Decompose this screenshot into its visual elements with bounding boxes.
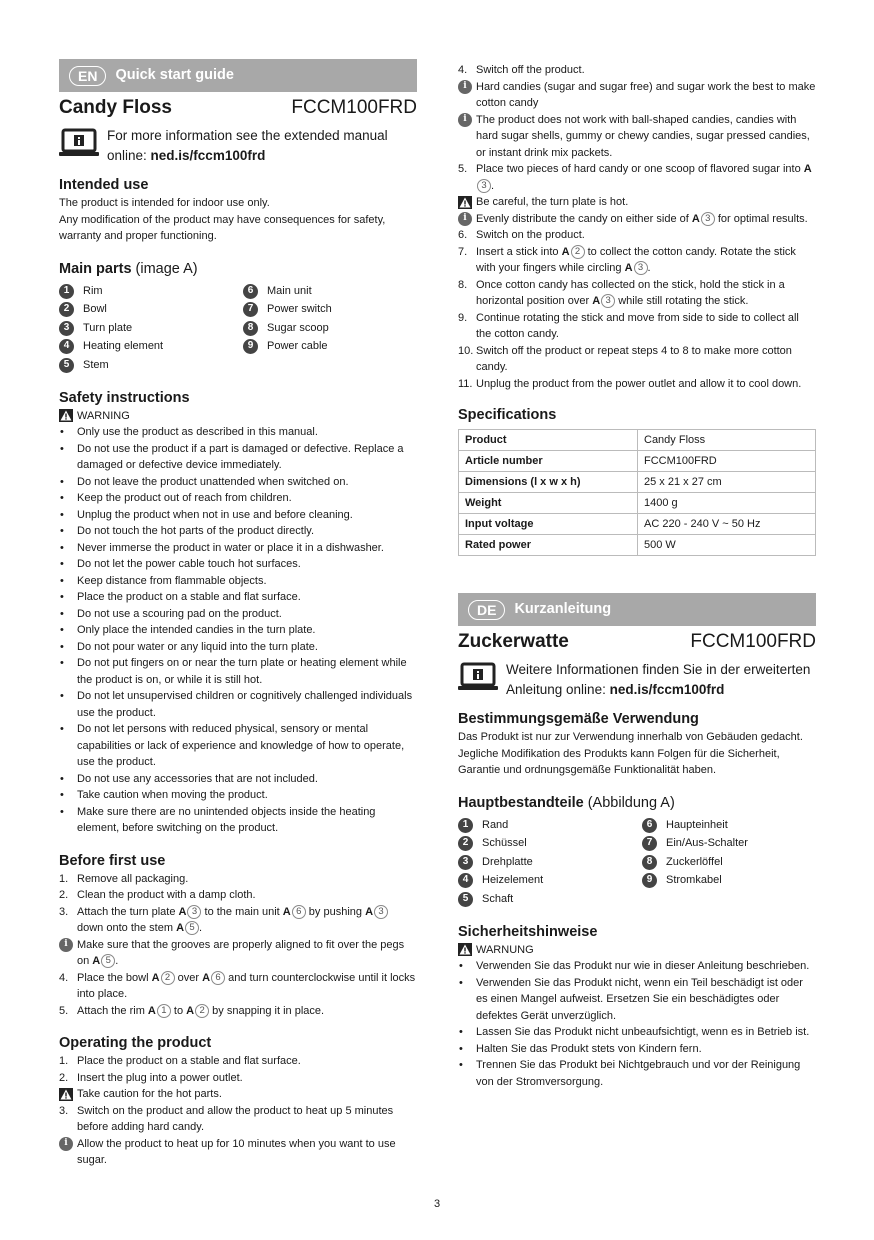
info-note: i Make sure that the grooves are properly aligned to fit over the pegs on A 5 .: [59, 937, 417, 970]
list-item: 5. Place two pieces of hard candy or one scoop of flavored sugar into A3 .: [458, 163, 812, 192]
info-icon: i: [59, 938, 73, 952]
de-manual-link[interactable]: ned.is/fccm100frd: [609, 682, 725, 697]
en-main-parts-heading: Main parts: [59, 260, 132, 277]
table-row: Article number FCCM100FRD: [459, 451, 816, 472]
part-number: 4: [59, 339, 74, 354]
en-banner-title: Quick start guide: [115, 67, 234, 84]
list-item: • Keep the product out of reach from children.: [59, 490, 417, 507]
callout-1: 1: [157, 1004, 171, 1018]
warning-note: Take caution for the hot parts.: [59, 1086, 417, 1103]
de-intended-use: Bestimmungsgemäße Verwendung Das Produkt ist nur zur Verwendung innerhalb von Gebäuden gedacht. Jegliche Modifikation des Produkts kann Folgen für die Sicherheit, Garantie und ordnungsgemäße Funktionalität haben.: [458, 710, 816, 779]
list-item: 7. Insert a stick into A 2 to collect the cotton candy. Rotate the stick with your fingers while circling A 3 .: [458, 245, 796, 274]
en-product-header: [59, 96, 417, 120]
en-safety-list: [59, 424, 417, 837]
en-manual-note: [59, 126, 417, 166]
de-product-header: [458, 630, 816, 654]
warning-text: WARNING: [77, 409, 130, 422]
list-item: 8. Once cotton candy has collected on the stick, hold the stick in a horizontal position over A 3 while still rotating the stick.: [458, 278, 785, 307]
callout-3: 3: [634, 261, 648, 275]
list-item: 3. Switch on the product and allow the product to heat up 5 minutes before adding hard candy.: [59, 1104, 394, 1133]
warning-icon: [458, 943, 472, 956]
callout-5: 5: [185, 921, 199, 935]
de-safety-heading: Sicherheitshinweise: [458, 923, 598, 940]
en-safety-heading: Safety instructions: [59, 389, 190, 406]
part-label: Main unit: [267, 284, 312, 297]
laptop-info-icon: [59, 128, 99, 158]
en-operating-heading: Operating the product: [59, 1035, 212, 1051]
list-item: • Halten Sie das Produkt stets von Kindern fern.: [458, 1041, 816, 1058]
list-item: • Do not use any accessories that are not included.: [59, 771, 417, 788]
de-banner: [458, 593, 816, 626]
callout-3: 3: [601, 294, 615, 308]
list-item: 11. Unplug the product from the power outlet and allow it to cool down.: [458, 377, 802, 390]
de-banner-title: Kurzanleitung: [514, 601, 612, 618]
list-item: • Keep distance from flammable objects.: [59, 573, 417, 590]
callout-6: 6: [292, 905, 306, 919]
part-label: Stem: [83, 358, 109, 371]
list-item: 3 Drehplatte: [458, 854, 642, 871]
callout-6: 6: [211, 971, 225, 985]
table-row: Rated power 500 W: [459, 535, 816, 556]
list-item: • Do not touch the hot parts of the product directly.: [59, 523, 417, 540]
list-item: 2. Insert the plug into a power outlet.: [59, 1071, 243, 1084]
table-row: Input voltage AC 220 - 240 V ~ 50 Hz: [459, 514, 816, 535]
callout-2: 2: [571, 245, 585, 259]
en-specifications: [458, 406, 816, 556]
de-language-badge: DE: [468, 600, 505, 620]
en-intended-use: [59, 176, 417, 245]
list-item: [59, 320, 243, 337]
list-item: • Do not let persons with reduced physical, sensory or mental capabilities or lack of experience and knowledge of how to operate, use the product.: [59, 721, 417, 771]
laptop-info-icon: [458, 662, 498, 692]
part-label: Bowl: [83, 303, 107, 316]
part-number: 2: [59, 302, 74, 317]
list-item: • Do not pour water or any liquid into the turn plate.: [59, 639, 417, 656]
part-number: 5: [59, 358, 74, 373]
list-item: • Verwenden Sie das Produkt nicht, wenn ein Teil beschädigt ist oder es einen Mangel aufweist. Ersetzen Sie ein beschädigtes oder defektes Gerät unverzüglich.: [458, 975, 816, 1025]
list-item: • Do not let unsupervised children or cognitively challenged individuals use the product.: [59, 688, 417, 721]
info-note: i Allow the product to heat up for 10 minutes when you want to use sugar.: [59, 1136, 417, 1169]
list-item: 2. Clean the product with a damp cloth.: [59, 889, 256, 901]
part-label: Power switch: [267, 303, 332, 316]
info-note: i Hard candies (sugar and sugar free) and sugar work the best to make cotton candy: [458, 79, 816, 112]
info-icon: i: [458, 212, 472, 226]
de-manual-text: Weitere Informationen finden Sie in der erweiterten Anleitung online:: [506, 662, 811, 697]
right-column: [458, 62, 816, 1090]
warning-icon: [59, 1088, 73, 1101]
en-parts-list: [59, 283, 417, 374]
list-item: 1 Rand: [458, 817, 642, 834]
list-item: [243, 320, 417, 337]
en-model-number: FCCM100FRD: [291, 97, 417, 118]
list-item: [243, 283, 417, 300]
list-item: 5. Attach the rim A 1 to A 2 by snapping it in place.: [59, 1004, 325, 1017]
part-number: 8: [243, 321, 258, 336]
list-item: 7 Ein/Aus-Schalter: [642, 835, 816, 852]
list-item: 3. Attach the turn plate A 3 to the main unit A 6 by pushing A 3 down onto the stem A 5 .: [59, 904, 417, 937]
list-item: 4 Heizelement: [458, 872, 642, 889]
en-manual-text: For more information see the extended manual online:: [107, 128, 388, 163]
de-model-number: FCCM100FRD: [690, 631, 816, 652]
de-product-name: Zuckerwatte: [458, 631, 569, 652]
list-item: 9. Continue rotating the stick and move from side to side to collect all the cotton candy.: [458, 311, 799, 340]
table-row: Dimensions (l x w x h) 25 x 21 x 27 cm: [459, 472, 816, 493]
left-column: [59, 59, 417, 1169]
list-item: 6 Haupteinheit: [642, 817, 816, 834]
list-item: [59, 338, 243, 355]
en-intended-use-heading: Intended use: [59, 177, 149, 193]
callout-3: 3: [701, 212, 715, 226]
list-item: 4. Switch off the product.: [458, 64, 585, 76]
list-item: • Lassen Sie das Produkt nicht unbeaufsichtigt, wenn es in Betrieb ist.: [458, 1024, 816, 1041]
part-label: Turn plate: [83, 321, 133, 334]
de-safety: [458, 923, 816, 1091]
list-item: [59, 301, 243, 318]
en-product-name: Candy Floss: [59, 97, 172, 118]
en-main-parts-subheading: (image A): [135, 260, 198, 277]
part-label: Power cable: [267, 340, 328, 353]
info-note: i Evenly distribute the candy on either side of A 3 for optimal results.: [458, 211, 816, 228]
de-warning-label: WARNUNG: [458, 942, 816, 959]
warning-icon: [59, 409, 73, 422]
list-item: • Do not put fingers on or near the turn plate or heating element while the product is on, or while it is still hot.: [59, 655, 417, 688]
list-item: • Do not leave the product unattended when switched on.: [59, 474, 417, 491]
list-item: • Do not let the power cable touch hot surfaces.: [59, 556, 417, 573]
page-number: 3: [433, 1198, 441, 1210]
list-item: • Never immerse the product in water or place it in a dishwasher.: [59, 540, 417, 557]
part-number: 9: [243, 339, 258, 354]
info-icon: i: [458, 113, 472, 127]
callout-2: 2: [195, 1004, 209, 1018]
list-item: • Do not use the product if a part is damaged or defective. Replace a damaged or defective device immediately.: [59, 441, 417, 474]
callout-5: 5: [101, 954, 115, 968]
info-note: i The product does not work with ball-shaped candies, candies with hard sugar shells, gummy or chewy candies, sugar pressed candies, or instant drink mix packets.: [458, 112, 816, 162]
list-item: [243, 338, 417, 355]
de-main-parts: Hauptbestandteile (Abbildung A) 1 Rand 6 Haupteinheit 2 Schüssel 7 Ein/Aus-Schalter 3 Drehplatte 8 Zuckerlöffel 4 Heizelement 9 Stromkabel 5 Schaft: [458, 794, 816, 908]
part-number: 7: [243, 302, 258, 317]
warning-icon: [458, 196, 472, 209]
list-item: [59, 283, 243, 300]
de-safety-list: [458, 958, 816, 1090]
list-item: • Only use the product as described in this manual.: [59, 424, 417, 441]
list-item: 8 Zuckerlöffel: [642, 854, 816, 871]
de-intended-use-heading: Bestimmungsgemäße Verwendung: [458, 711, 699, 727]
en-intended-use-line: The product is intended for indoor use only.: [59, 197, 270, 209]
info-icon: i: [458, 80, 472, 94]
list-item: 6. Switch on the product.: [458, 229, 585, 241]
callout-3: 3: [187, 905, 201, 919]
list-item: 2 Schüssel: [458, 835, 642, 852]
en-intended-use-line: Any modification of the product may have consequences for safety, warranty and proper functioning.: [59, 213, 386, 242]
list-item: [59, 357, 243, 374]
part-label: Sugar scoop: [267, 321, 329, 334]
en-banner: [59, 59, 417, 92]
list-item: • Verwenden Sie das Produkt nur wie in dieser Anleitung beschrieben.: [458, 958, 816, 975]
list-item: 5 Schaft: [458, 891, 642, 908]
list-item: • Do not use a scouring pad on the product.: [59, 606, 417, 623]
list-item: • Trennen Sie das Produkt bei Nichtgebrauch und vor der Reinigung von der Stromversorgung.: [458, 1057, 816, 1090]
info-icon: i: [59, 1137, 73, 1151]
part-label: Rim: [83, 284, 103, 297]
list-item: • Only place the intended candies in the turn plate.: [59, 622, 417, 639]
en-safety: [59, 389, 417, 837]
en-before-first-use-heading: Before first use: [59, 852, 166, 869]
en-before-first-use: [59, 852, 417, 1020]
en-manual-link[interactable]: ned.is/fccm100frd: [150, 148, 266, 163]
part-label: Heating element: [83, 340, 164, 353]
en-operating: [59, 1034, 417, 1169]
list-item: • Place the product on a stable and flat surface.: [59, 589, 417, 606]
part-number: 6: [243, 284, 258, 299]
list-item: 10. Switch off the product or repeat steps 4 to 8 to make more cotton candy.: [458, 344, 792, 373]
callout-3: 3: [374, 905, 388, 919]
part-number: 3: [59, 321, 74, 336]
list-item: 4. Place the bowl A 2 over A 6 and turn counterclockwise until it locks into place.: [59, 971, 416, 1000]
list-item: 1. Place the product on a stable and flat surface.: [59, 1055, 301, 1067]
callout-3: 3: [477, 179, 491, 193]
list-item: 9 Stromkabel: [642, 872, 816, 889]
warning-note: Be careful, the turn plate is hot.: [458, 194, 816, 211]
list-item: • Take caution when moving the product.: [59, 787, 417, 804]
en-warning-label: [59, 408, 417, 425]
en-main-parts: [59, 260, 417, 374]
en-language-badge: EN: [69, 66, 106, 86]
de-parts-list: [458, 817, 816, 908]
spec-table: [458, 429, 816, 556]
list-item: • Unplug the product when not in use and before cleaning.: [59, 507, 417, 524]
de-manual-note: [458, 660, 816, 700]
part-number: 1: [59, 284, 74, 299]
list-item: • Make sure there are no unintended objects inside the heating element, before switching on the product.: [59, 804, 417, 837]
en-specifications-heading: Specifications: [458, 407, 557, 423]
callout-2: 2: [161, 971, 175, 985]
table-row: Weight 1400 g: [459, 493, 816, 514]
list-item: [243, 301, 417, 318]
list-item: 1. Remove all packaging.: [59, 872, 189, 885]
table-row: Product Candy Floss: [459, 430, 816, 451]
